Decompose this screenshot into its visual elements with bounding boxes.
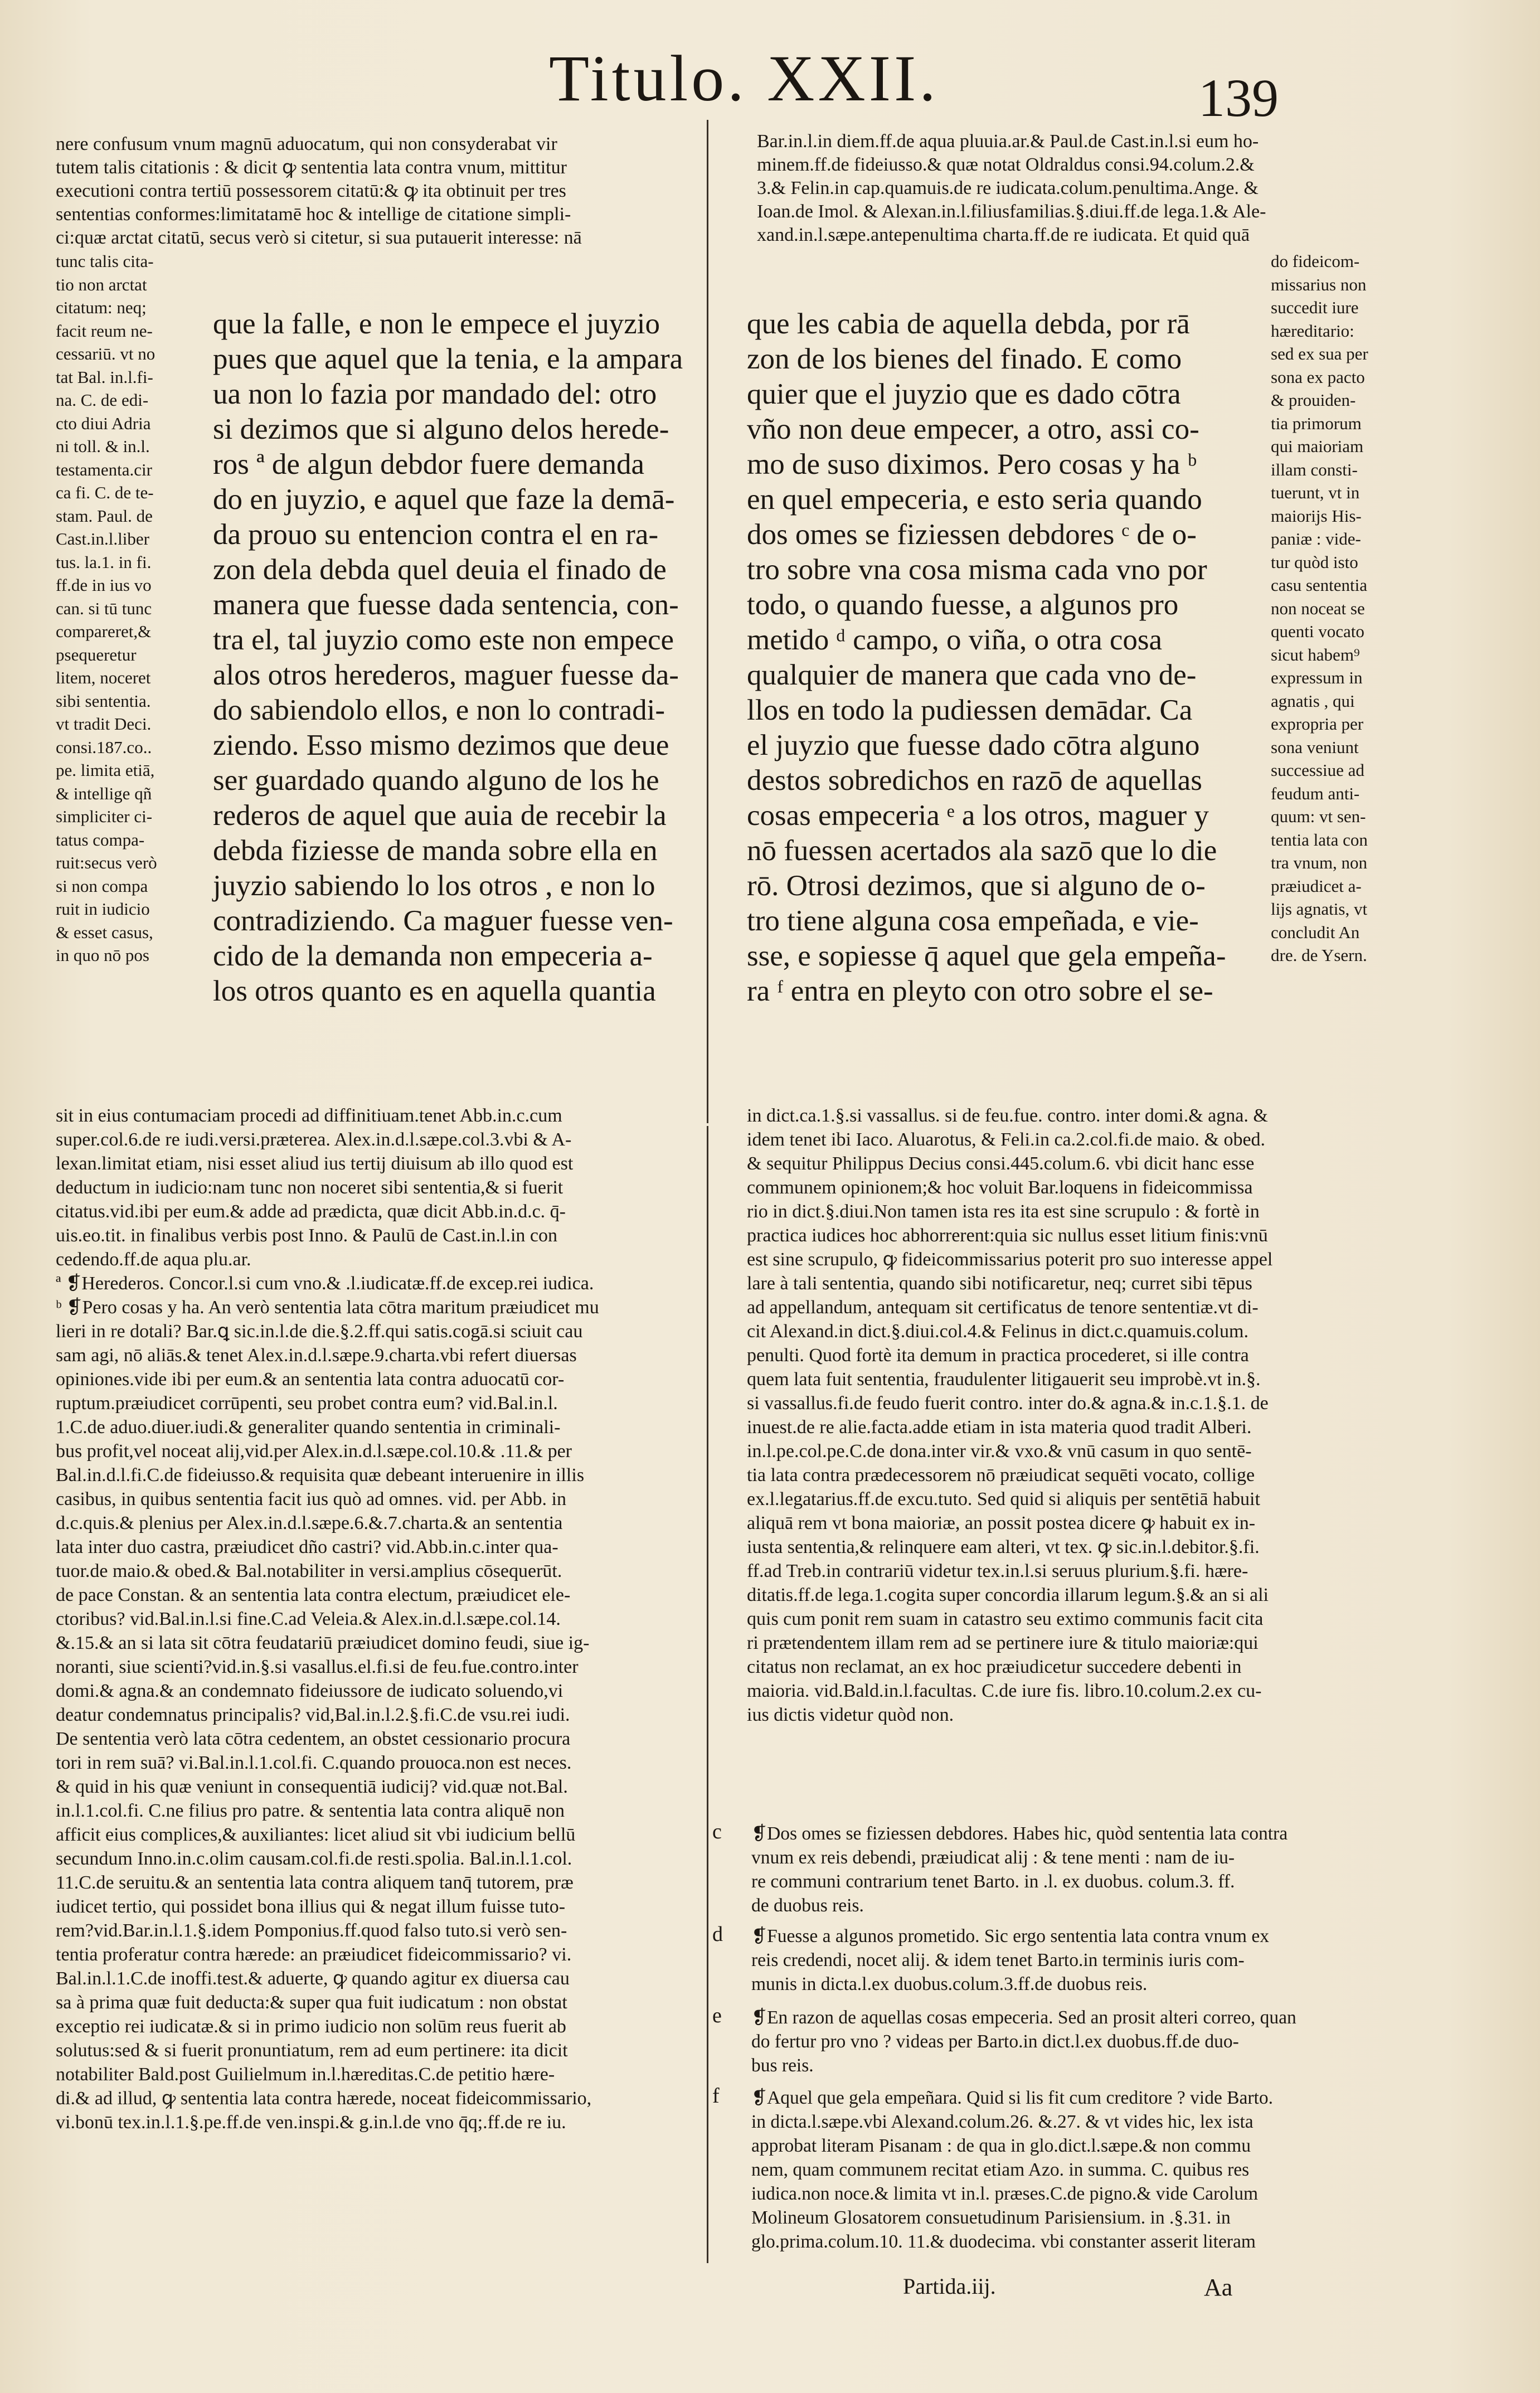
folio-number: 139 [1198,68,1279,128]
gloss-line: ri prætendentem illam rem ad se pertinere iure & titulo maioriæ:qui [747,1633,1259,1653]
note-line: iudica.non noce.& limita vt in.l. præses.C.de pigno.& vide Carolum [751,2183,1259,2204]
gloss-line: xand.in.l.sæpe.antepenultima charta.ff.de re iudicata. Et quid quā [757,225,1250,245]
marginal-line: cessariū. vt no [56,344,156,363]
marginal-line: hæreditario: [1271,321,1354,341]
main-text-line: da prouo su entencion contra el en ra- [213,518,659,551]
marginal-line: dre. de Ysern. [1271,945,1367,965]
marginal-line: tia primorum [1271,413,1362,433]
column-rule-top [707,120,708,1123]
gloss-line: noranti, siue scienti?vid.in.§.si vasallus.el.fi.si de feu.fue.contro.inter [56,1657,579,1677]
main-text-line: que les cabia de aquella debda, por rā [747,308,1190,340]
gloss-line: in.l.1.col.fi. C.ne filius pro patre. & sententia lata contra aliquē non [56,1800,565,1821]
gloss-line: casibus, in quibus sententia facit ius quò ad omnes. vid. per Abb. in [56,1489,566,1509]
note-line: do fertur pro vno ? videas per Barto.in dict.l.ex duobus.ff.de duo- [751,2031,1239,2052]
gloss-line: 1.C.de aduo.diuer.iudi.& generaliter quando sententia in criminali- [56,1417,561,1438]
gloss-line: bus profit,vel noceat alij,vid.per Alex.in.d.l.sæpe.col.10.& .11.& per [56,1441,572,1462]
gloss-line: Ioan.de Imol. & Alexan.in.l.filiusfamilias.§.diui.ff.de lega.1.& Ale- [757,201,1266,222]
note-line: ❡Aquel que gela empeñara. Quid si lis fit cum creditore ? vide Barto. [751,2088,1273,2108]
gloss-line: aliquā rem vt bona maioriæ, an possit postea dicere ꝙ habuit ex in- [747,1513,1256,1533]
note-text [751,2086,1415,2254]
bottom-gloss-right [747,1104,1416,1727]
marginal-line: psequeretur [56,644,137,664]
gloss-line: ª ❡Herederos. Concor.l.si cum vno.& .l.iudicatæ.ff.de excep.rei iudica. [56,1273,594,1294]
main-text-right-column [747,307,1265,1009]
marginal-line: tur quòd isto [1271,552,1358,572]
marginal-line: lijs agnatis, vt [1271,899,1368,919]
marginal-line: cto diui Adria [56,413,151,433]
note-line: ❡Fuesse a algunos prometido. Sic ergo sententia lata contra vnum ex [751,1926,1269,1947]
gloss-line: deatur condemnatus principalis? vid,Bal.in.l.2.§.fi.C.de vsu.rei iudi. [56,1705,570,1725]
main-text-line: contradiziendo. Ca maguer fuesse ven- [213,905,673,937]
gloss-line: ᵇ ❡Pero cosas y ha. An verò sententia lata cōtra maritum præiudicet mu [56,1297,599,1318]
marginal-line: tra vnum, non [1271,853,1368,872]
main-text-line: el juyzio que fuesse dado cōtra alguno [747,729,1200,761]
main-text-line: juyzio sabiendo lo los otros , e non lo [213,870,655,902]
marginal-line: expropria per [1271,714,1364,734]
main-text-line: metido ᵈ campo, o viña, o otra cosa [747,624,1163,656]
gloss-line: afficit eius complices,& auxiliantes: licet aliud sit vbi iudicium bellū [56,1824,576,1845]
gloss-line: solutus:sed & si fuerit pronuntiatum, rem ad eum pertinere: ita dicit [56,2040,568,2061]
main-text-line: do sabiendolo ellos, e non lo contradi- [213,694,665,726]
main-text-line: vño non deue empecer, a otro, assi co- [747,413,1199,445]
marginal-line: sed ex sua per [1271,344,1368,363]
marginal-line: concludit An [1271,922,1360,942]
marginal-line: testamenta.cir [56,459,152,479]
note-text [751,2006,1415,2078]
gloss-line: Bal.in.d.l.fi.C.de fideiusso.& requisita quæ debeant interuenire in illis [56,1465,585,1486]
gloss-line: sam agi, nō aliās.& tenet Alex.in.d.l.sæpe.9.charta.vbi refert diuersas [56,1345,577,1366]
gloss-line: maioria. vid.Bald.in.l.facultas. C.de iure fis. libro.10.colum.2.ex cu- [747,1681,1262,1701]
marginal-line: præiudicet a- [1271,876,1362,896]
marginal-line: facit reum ne- [56,321,153,341]
marginal-line: feudum anti- [1271,783,1360,803]
gloss-line: idem tenet ibi Iaco. Aluarotus, & Feli.in ca.2.col.fi.de maio. & obed. [747,1129,1266,1150]
main-text-line: alos otros herederos, maguer fuesse da- [213,659,679,691]
bottom-gloss-left [56,1104,702,2134]
marginal-line: & intellige qñ [56,783,152,803]
gloss-line: tutem talis citationis : & dicit ꝙ sententia lata contra vnum, mittitur [56,157,567,178]
gloss-line: tori in rem suā? vi.Bal.in.l.1.col.fi. C.quando prouoca.non est neces. [56,1753,572,1773]
gloss-line: lexan.limitat etiam, nisi esset aliud ius tertij diuisum ab illo quod est [56,1153,574,1174]
gloss-line: sententias conformes:limitatamē hoc & intellige de citatione simpli- [56,204,571,225]
main-text-line: tra el, tal juyzio como este non empece [213,624,674,656]
gloss-line: penulti. Quod fortè ita demum in practica procederet, si ille contra [747,1345,1249,1366]
note-letter: e [712,2004,722,2027]
gloss-line: si vassallus.fi.de feudo fuerit contro. inter do.& agna.& in.c.1.§.1. de [747,1393,1269,1414]
main-text-line: ua non lo fazia por mandado del: otro [213,378,657,410]
note-line: ❡En razon de aquellas cosas empeceria. Sed an prosit alteri correo, quan [751,2007,1296,2028]
note-letter: d [712,1923,723,1946]
gloss-line: cit Alexand.in dict.§.diui.col.4.& Felinus in dict.c.quamuis.colum. [747,1321,1248,1342]
gloss-line: quis cum ponit rem suam in catastro seu extimo communis facit cita [747,1609,1264,1629]
main-text-line: manera que fuesse dada sentencia, con- [213,589,679,621]
marginal-line: citatum: neq; [56,298,147,317]
main-text-line: que la falle, e non le empece el juyzio [213,308,660,340]
gloss-line: lare à tali sententia, quando sibi notificaretur, neq; curret sibi tēpus [747,1273,1252,1294]
marginal-line: missarius non [1271,274,1367,294]
main-text-line: los otros quanto es en aquella quantia [213,975,656,1007]
gloss-line: rem?vid.Bar.in.l.1.§.idem Pomponius.ff.quod falso tuto.si verò sen- [56,1920,567,1941]
catchword: Aa [1204,2274,1233,2301]
marginal-line: consi.187.co.. [56,737,152,757]
gloss-line: de pace Constan. & an sententia lata contra electum, præiudicet ele- [56,1585,571,1605]
gloss-line: communem opinionem;& hoc voluit Bar.loquens in fideicommissa [747,1177,1253,1198]
marginal-line: ruit in iudicio [56,899,150,919]
gloss-line: 3.& Felin.in cap.quamuis.de re iudicata.colum.penultima.Ange. & [757,178,1259,198]
note-line: bus reis. [751,2055,814,2076]
note-line: vnum ex reis debendi, præiudicat alij : & tene menti : nam de iu- [751,1847,1235,1868]
gloss-line: &.15.& an si lata sit cōtra feudatariū præiudicet domino feudi, siue ig- [56,1633,590,1653]
marginal-line: sibi sententia. [56,691,151,711]
gloss-line: inuest.de re alie.facta.adde etiam in ista materia quod tradit Alberi. [747,1417,1252,1438]
gloss-line: ctoribus? vid.Bal.in.l.si fine.C.ad Veleia.& Alex.in.d.l.sæpe.col.14. [56,1609,561,1629]
note-line: reis credendi, nocet alij. & idem tenet Barto.in terminis iuris com- [751,1950,1245,1970]
note-letter: f [712,2084,720,2108]
main-text-line: dos omes se fiziessen debdores ᶜ de o- [747,518,1197,551]
gloss-line: sit in eius contumaciam procedi ad diffinitiuam.tenet Abb.in.c.cum [56,1105,562,1126]
marginal-line: na. C. de edi- [56,390,149,410]
marginal-line: & prouiden- [1271,390,1356,410]
gloss-line: citatus non reclamat, an ex hoc præiudicetur succedere debenti in [747,1657,1242,1677]
gloss-line: nere confusum vnum magnū aduocatum, qui non consyderabat vir [56,134,557,154]
main-text-line: do en juyzio, e aquel que faze la demā- [213,483,675,516]
gloss-line: De sententia verò lata cōtra cedentem, an obstet cessionario procura [56,1729,571,1749]
marginal-line: ni toll. & in.l. [56,436,150,456]
marginal-line: simpliciter ci- [56,807,153,826]
gloss-line: & sequitur Philippus Decius consi.445.colum.6. vbi dicit hanc esse [747,1153,1255,1174]
marginal-line: sona veniunt [1271,737,1359,757]
note-line: de duobus reis. [751,1895,864,1916]
gloss-line: tentia proferatur contra hærede: an præiudicet fideicommissario? vi. [56,1944,572,1965]
gloss-line: exceptio rei iudicatæ.& si in primo iudicio non solūm reus fuerit ab [56,2016,566,2037]
gloss-line: citatus.vid.ibi per eum.& adde ad prædicta, quæ dicit Abb.in.d.c. q̄- [56,1201,566,1222]
marginal-line: in quo nō pos [56,945,149,965]
main-text-line: quier que el juyzio que es dado cōtra [747,378,1181,410]
main-text-line: mo de suso diximos. Pero cosas y ha ᵇ [747,448,1197,480]
marginal-line: compareret,& [56,622,152,641]
marginal-line: tio non arctat [56,274,147,294]
marginal-line: & esset casus, [56,922,153,942]
gloss-line: ff.ad Treb.in contrariū videtur tex.in.l.si seruus plurium.§.fi. hære- [747,1561,1248,1581]
marginal-line: do fideicom- [1271,251,1360,271]
marginal-line: pe. limita etiā, [56,760,155,780]
marginal-line: stam. Paul. de [56,506,153,526]
gloss-line: ex.l.legatarius.ff.de excu.tuto. Sed quid si aliquis per sentētiā habuit [747,1489,1260,1509]
note-line: nem, quam communem recitat etiam Azo. in summa. C. quibus res [751,2159,1250,2180]
note-letter: c [712,1820,722,1843]
main-text-line: zon dela debda quel deuia el finado de [213,554,667,586]
main-text-line: si dezimos que si alguno delos herede- [213,413,669,445]
marginal-line: Cast.in.l.liber [56,529,149,549]
gloss-line: opiniones.vide ibi per eum.& an sententia lata contra aduocatū cor- [56,1369,565,1390]
main-text-line: llos en todo la pudiessen demādar. Ca [747,694,1193,726]
marginal-line: succedit iure [1271,298,1359,317]
signature-mark: Partida.iij. [903,2274,996,2299]
gloss-line: 11.C.de seruitu.& an sententia lata contra aliquem tanq̄ tutorem, præ [56,1872,574,1893]
gloss-line: tia lata contra prædecessorem nō præiudicat sequēti vocato, collige [747,1465,1255,1486]
gloss-line: sa à prima quæ fuit deducta:& super qua fuit iudicatum : non obstat [56,1992,567,2013]
gloss-line: cedendo.ff.de aqua plu.ar. [56,1249,251,1270]
gloss-line: quem lata fuit sententia, fraudulenter litigauerit seu improbè.vt in.§. [747,1369,1261,1390]
marginal-line: tat Bal. in.l.fi- [56,367,153,387]
gloss-line: tuor.de maio.& obed.& Bal.notabiliter in versi.amplius cōsequerūt. [56,1561,562,1581]
main-text-line: ros ª de algun debdor fuere demanda [213,448,644,480]
main-text-line: nō fuessen acertados ala sazō que lo die [747,834,1217,867]
column-rule-bottom [707,1126,708,2263]
note-line: Molineum Glosatorem consuetudinum Parisiensium. in .§.31. in [751,2207,1231,2228]
gloss-line: in dict.ca.1.§.si vassallus. si de feu.fue. contro. inter domi.& agna. & [747,1105,1268,1126]
marginal-line: ruit:secus verò [56,853,157,872]
gloss-line: vi.bonū tex.in.l.1.§.pe.ff.de ven.inspi.& g.in.l.de vno q̄q;.ff.de re iu. [56,2112,566,2133]
main-text-line: en quel empeceria, e esto seria quando [747,483,1202,516]
gloss-line: ad appellandum, antequam sit certificatus de tenore sententiæ.vt di- [747,1297,1259,1318]
marginal-line: illam consti- [1271,459,1358,479]
main-text-line: todo, o quando fuesse, a algunos pro [747,589,1179,621]
main-text-line: cido de la demanda non empeceria a- [213,940,653,972]
marginal-line: non noceat se [1271,598,1365,618]
main-text-line: rederos de aquel que auia de recebir la [213,799,667,832]
main-text-line: sse, e sopiesse q̄ aquel que gela empeña- [747,940,1226,972]
main-text-line: debda fiziesse de manda sobre ella en [213,834,658,867]
gloss-line: in.l.pe.col.pe.C.de dona.inter vir.& vxo.& vnū casum in quo sentē- [747,1441,1252,1462]
marginal-line: can. si tū tunc [56,598,152,618]
gloss-line: Bal.in.l.1.C.de inoffi.test.& aduerte, ꝙ quando agitur ex diuersa cau [56,1968,570,1989]
marginal-line: quum: vt sen- [1271,807,1366,826]
main-text-line: pues que aquel que la tenia, e la ampara [213,343,683,375]
marginal-line: tuerunt, vt in [1271,483,1360,502]
main-text-line: ziendo. Esso mismo dezimos que deue [213,729,669,761]
marginal-line: litem, noceret [56,668,151,687]
gloss-line: domi.& agna.& an condemnato fideiussore de iudicato soluendo,vi [56,1681,563,1701]
marginal-line: tunc talis cita- [56,251,154,271]
gloss-line: d.c.quis.& plenius per Alex.in.d.l.sæpe.6.&.7.charta.& an sententia [56,1513,563,1533]
top-gloss-right [757,130,1412,247]
gloss-line: Bar.in.l.in diem.ff.de aqua pluuia.ar.& Paul.de Cast.in.l.si eum ho- [757,131,1259,152]
marginal-line: tatus compa- [56,829,145,850]
main-text-line: qualquier de manera que cada vno de- [747,659,1197,691]
gloss-line: rio in dict.§.diui.Non tamen ista res ita est sine scrupulo : & fortè in [747,1201,1260,1222]
marginal-line: vt tradit Deci. [56,714,152,734]
marginal-line: qui maioriam [1271,436,1364,456]
gloss-line: ditatis.ff.de lega.1.cogita super concordia illarum legum.§.& an si ali [747,1585,1269,1605]
main-text-line: zon de los bienes del finado. E como [747,343,1182,375]
marginal-line: quenti vocato [1271,622,1364,641]
marginal-line: sicut habem⁹ [1271,644,1360,664]
marginal-line: maiorijs His- [1271,506,1362,526]
note-text [751,1924,1415,1996]
marginal-line: successiue ad [1271,760,1364,780]
note-line: re communi contrarium tenet Barto. in .l. ex duobus. colum.3. ff. [751,1871,1235,1892]
main-text-line: rō. Otrosi dezimos, que si alguno de o- [747,870,1206,902]
gloss-line: iudicet tertio, qui possidet bona illius qui & negat illum fuisse tuto- [56,1896,566,1917]
marginal-line: ca fi. C. de te- [56,483,154,502]
marginal-line: sona ex pacto [1271,367,1365,387]
marginal-line: casu sententia [1271,575,1368,595]
gloss-line: iusta sententia,& relinquere eam alteri, vt tex. ꝙ sic.in.l.debitor.§.fi. [747,1537,1260,1557]
gloss-line: uis.eo.tit. in finalibus verbis post Inno. & Paulū de Cast.in.l.in con [56,1225,557,1246]
gloss-line: deductum in iudicio:nam tunc non noceret sibi sententia,& si fuerit [56,1177,563,1198]
gloss-line: secundum Inno.in.c.olim causam.col.fi.de resti.spolia. Bal.in.l.1.col. [56,1848,572,1869]
main-text-left-column [213,307,703,1009]
main-text-line: destos sobredichos en razō de aquellas [747,764,1202,797]
right-marginal-gloss [1271,250,1416,967]
marginal-line: expressum in [1271,668,1363,687]
main-text-line: ser guardado quando alguno de los he [213,764,659,797]
gloss-line: super.col.6.de re iudi.versi.præterea. Alex.in.d.l.sæpe.col.3.vbi & A- [56,1129,572,1150]
gloss-line: lata inter duo castra, præiudicet dño castri? vid.Abb.in.c.inter qua- [56,1537,558,1557]
top-gloss-left [56,133,702,250]
marginal-line: ff.de in ius vo [56,575,152,595]
gloss-line: practica iudices hoc abhorrerent:quia sic nullus esset litium finis:vnū [747,1225,1268,1246]
note-text [751,1822,1415,1918]
main-text-line: ra ᶠ entra en pleyto con otro sobre el se- [747,975,1213,1007]
marginal-line: agnatis , qui [1271,691,1355,711]
gloss-line: executioni contra tertiū possessorem citatū:& ꝙ ita obtinuit per tres [56,181,566,201]
main-text-line: tro sobre vna cosa misma cada vno por [747,554,1207,586]
marginal-line: paniæ : vide- [1271,529,1361,549]
note-line: in dicta.l.sæpe.vbi Alexand.colum.26. &.27. & vt vides hic, lex ista [751,2112,1254,2132]
main-text-line: tro tiene alguna cosa empeñada, e vie- [747,905,1199,937]
left-marginal-gloss [56,250,187,967]
gloss-line: minem.ff.de fideiusso.& quæ notat Oldraldus consi.94.colum.2.& [757,154,1255,175]
gloss-line: ruptum.præiudicet corrūpenti, seu probet contra eum? vid.Bal.in.l. [56,1393,558,1414]
note-line: ❡Dos omes se fiziessen debdores. Habes hic, quòd sententia lata contra [751,1823,1288,1844]
gloss-line: & quid in his quæ veniunt in consequentiā iudicij? vid.quæ not.Bal. [56,1776,568,1797]
main-text-line: cosas empeceria ᵉ a los otros, maguer y [747,799,1209,832]
marginal-line: tentia lata con [1271,829,1368,850]
gloss-line: notabiliter Bald.post Guilielmum in.l.hæreditas.C.de petitio hære- [56,2064,555,2085]
page-title: Titulo. XXII. [549,42,939,115]
note-line: approbat literam Pisanam : de qua in glo.dict.l.sæpe.& non commu [751,2135,1251,2156]
gloss-line: lieri in re dotali? Bar.ꝗ sic.in.l.de die.§.2.ff.qui satis.cogā.si sciuit cau [56,1321,583,1342]
marginal-line: si non compa [56,876,148,896]
marginal-line: tus. la.1. in fi. [56,552,152,572]
gloss-line: est sine scrupulo, ꝙ fideicommissarius poterit pro suo interesse appel [747,1249,1273,1270]
note-line: munis in dicta.l.ex duobus.colum.3.ff.de duobus reis. [751,1974,1148,1994]
gloss-line: ci:quæ arctat citatū, secus verò si citetur, si sua putauerit interesse: nā [56,227,582,248]
gloss-line: di.& ad illud, ꝙ sententia lata contra hærede, noceat fideicommissario, [56,2088,592,2109]
gloss-line: ius dictis videtur quòd non. [747,1705,954,1725]
note-line: glo.prima.colum.10. 11.& duodecima. vbi constanter asserit literam [751,2231,1256,2252]
